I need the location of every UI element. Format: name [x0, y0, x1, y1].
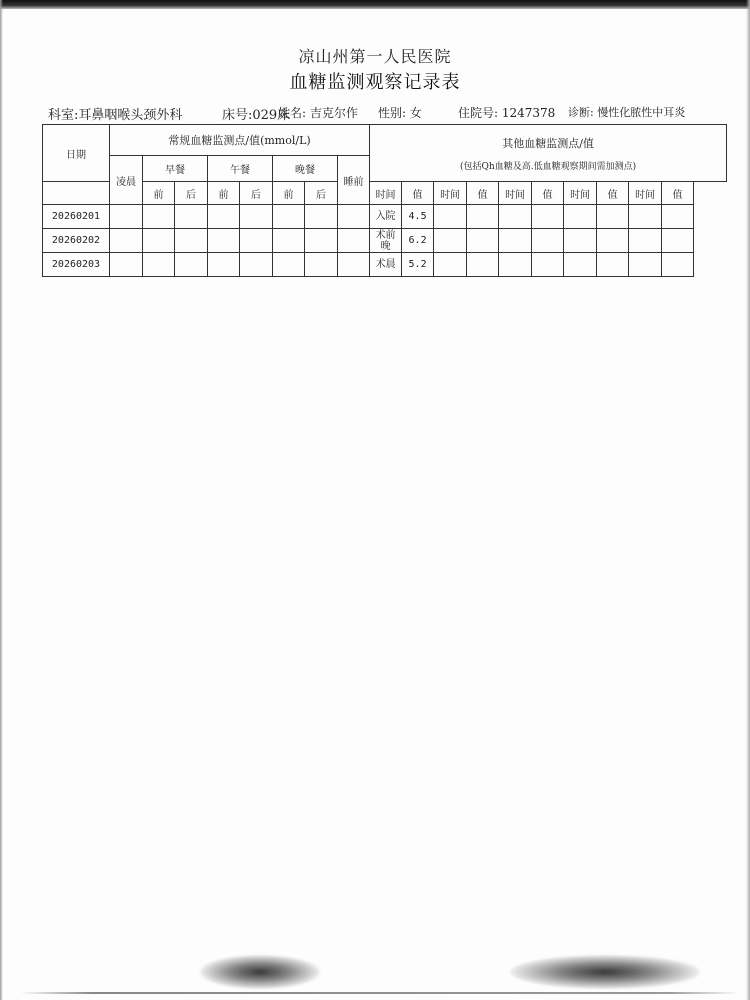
- other-time-header: 时间: [434, 182, 467, 205]
- slot-early: 凌晨: [110, 156, 143, 205]
- table-row: [43, 253, 727, 277]
- diagnosis-field: 诊断: 慢性化脓性中耳炎: [568, 106, 686, 119]
- table-row: [43, 229, 727, 253]
- other-header: 其他血糖监测点/值: [502, 136, 594, 150]
- slot-dinner: 晚餐: [273, 156, 338, 182]
- row-other-value: 4.5: [402, 205, 434, 229]
- scan-smudge: [200, 955, 320, 989]
- other-time-header: 时间: [370, 182, 402, 205]
- patient-name-field: 姓名: 吉克尔作: [278, 106, 358, 120]
- slot-breakfast: 早餐: [143, 156, 208, 182]
- other-value-header: 值: [597, 182, 629, 205]
- date-subheader-blank: [43, 182, 110, 205]
- slot-lunch: 午餐: [208, 156, 273, 182]
- breakfast-after: 后: [175, 182, 208, 205]
- row-date: 20260202: [43, 229, 110, 253]
- scan-left-edge: [0, 0, 3, 1000]
- other-time-header: 时间: [629, 182, 662, 205]
- form-title: 血糖监测观察记录表: [289, 72, 461, 93]
- other-value-header: 值: [402, 182, 434, 205]
- scan-right-edge: [746, 0, 750, 1000]
- row-other-value: 6.2: [402, 229, 434, 253]
- admission-number-field: 住院号: 1247378: [458, 106, 556, 120]
- glucose-log-table: [42, 124, 727, 277]
- sex-field: 性别: 女: [378, 106, 422, 120]
- dinner-before: 前: [273, 182, 305, 205]
- bed-number-field: 床号:029床: [222, 108, 291, 123]
- scan-top-edge: [0, 0, 750, 9]
- row-other-value: 5.2: [402, 253, 434, 277]
- row-date: 20260203: [43, 253, 110, 277]
- date-header: 日期: [43, 125, 110, 182]
- slot-bedtime: 睡前: [338, 156, 370, 205]
- department-field: 科室:耳鼻咽喉头颈外科: [48, 108, 183, 123]
- dinner-after: 后: [305, 182, 338, 205]
- other-header-note: (包括Qh血糖及高.低血糖观察期间需加测点): [460, 161, 637, 172]
- row-date: 20260201: [43, 205, 110, 229]
- other-value-header: 值: [662, 182, 694, 205]
- breakfast-before: 前: [143, 182, 175, 205]
- other-value-header: 值: [532, 182, 564, 205]
- other-header-cell: [370, 125, 727, 182]
- scan-bottom-edge: [20, 992, 740, 994]
- other-value-header: 值: [467, 182, 499, 205]
- row-other-time: 术前晚: [370, 229, 402, 253]
- routine-header: 常规血糖监测点/值(mmol/L): [110, 125, 370, 156]
- hospital-name: 凉山州第一人民医院: [298, 47, 452, 66]
- lunch-after: 后: [240, 182, 273, 205]
- other-time-header: 时间: [499, 182, 532, 205]
- other-time-header: 时间: [564, 182, 597, 205]
- row-other-time: 入院: [370, 205, 402, 229]
- table-row: [43, 205, 727, 229]
- patient-info-row: [48, 104, 738, 122]
- lunch-before: 前: [208, 182, 240, 205]
- scan-smudge: [510, 955, 700, 989]
- row-other-time: 术晨: [370, 253, 402, 277]
